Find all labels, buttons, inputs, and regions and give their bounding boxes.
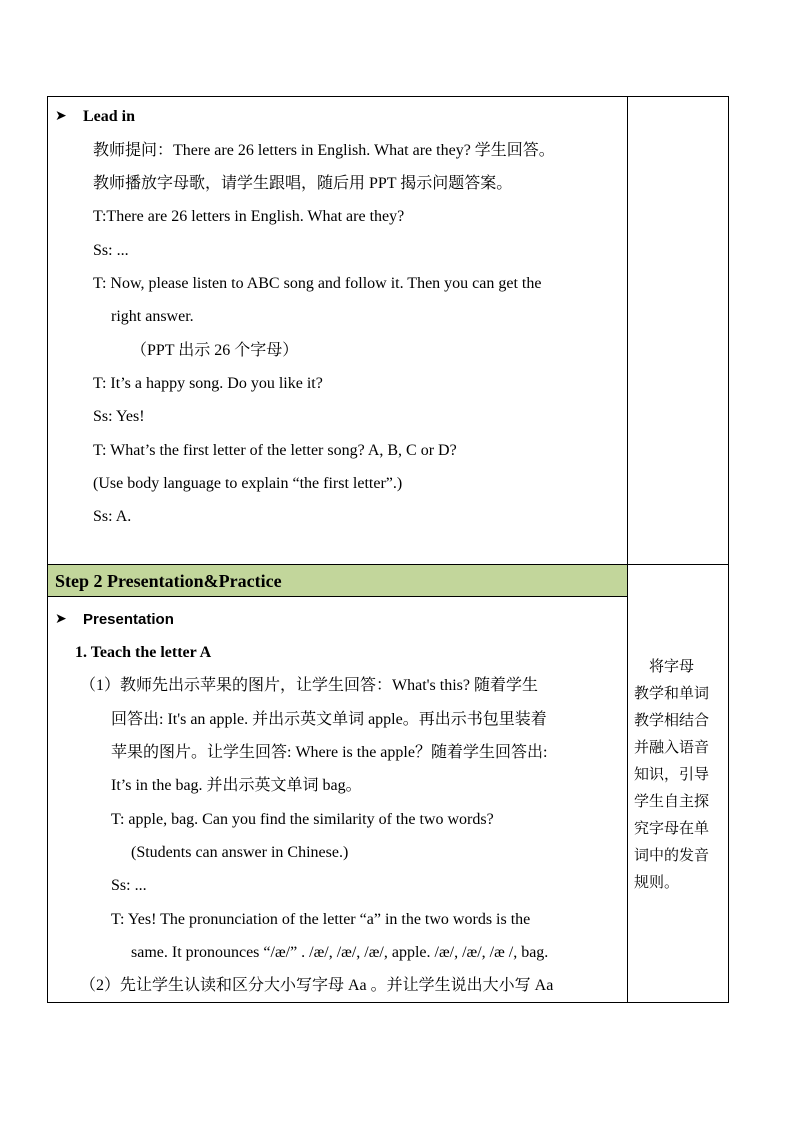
lead-in-line: Ss: A. xyxy=(93,508,132,525)
step2-line: (Students can answer in Chinese.) xyxy=(131,844,349,861)
step2-line: Ss: ... xyxy=(111,877,147,894)
note-line: 将字母 xyxy=(634,657,695,675)
lead-in-line: 教师播放字母歌，请学生跟唱，随后用 PPT 揭示问题答案。 xyxy=(93,175,513,192)
lead-in-line: T:There are 26 letters in English. What are they? xyxy=(93,208,405,225)
note-line: 规则。 xyxy=(634,873,680,891)
step2-line: 回答出: It's an apple. 并出示英文单词 apple。再出示书包里装着 xyxy=(111,711,547,728)
note-line: 学生自主探 xyxy=(634,792,710,810)
lead-in-line: T: It’s a happy song. Do you like it? xyxy=(93,375,323,392)
arrow-bullet-icon: ➤ xyxy=(55,109,67,124)
lead-in-line: (Use body language to explain “the first letter”.) xyxy=(93,475,403,492)
step2-line: （1）教师先出示苹果的图片，让学生回答：What's this? 随着学生 xyxy=(80,677,538,694)
step2-line: 苹果的图片。让学生回答: Where is the apple？随着学生回答出: xyxy=(111,744,548,761)
step2-notes-cell xyxy=(628,565,728,1002)
arrow-bullet-icon: ➤ xyxy=(55,612,67,627)
lesson-plan-table xyxy=(47,96,729,1003)
teaching-note xyxy=(634,653,724,896)
lead-in-content-cell xyxy=(48,97,628,564)
step2-row xyxy=(47,564,729,1003)
note-line: 词中的发音 xyxy=(634,846,710,864)
step2-line: T: Yes! The pronunciation of the letter “a” in the two words is the xyxy=(111,911,531,928)
lead-in-heading: Lead in xyxy=(83,108,136,125)
note-line: 并融入语音 xyxy=(634,738,710,756)
step2-line: It’s in the bag. 并出示英文单词 bag。 xyxy=(111,777,362,794)
lead-in-row xyxy=(47,96,729,564)
lead-in-line: T: What’s the first letter of the letter song? A, B, C or D? xyxy=(93,442,457,459)
presentation-heading: Presentation xyxy=(83,611,174,628)
teach-letter-title: 1. Teach the letter A xyxy=(75,644,212,661)
note-line: 知识，引导 xyxy=(634,765,710,783)
lead-in-line: （PPT 出示 26 个字母） xyxy=(131,342,299,359)
step2-line: T: apple, bag. Can you find the similarity of the two words? xyxy=(111,811,494,828)
lead-in-line: Ss: Yes! xyxy=(93,408,145,425)
step2-header-band xyxy=(48,565,627,597)
note-line: 究字母在单 xyxy=(634,819,710,837)
lead-in-line: T: Now, please listen to ABC song and follow it. Then you can get the xyxy=(93,275,542,292)
note-line: 教学和单词 xyxy=(634,684,710,702)
lead-in-line: Ss: ... xyxy=(93,242,129,259)
note-line: 教学相结合 xyxy=(634,711,710,729)
lead-in-line: 教师提问：There are 26 letters in English. What are they? 学生回答。 xyxy=(93,142,555,159)
step2-title: Step 2 Presentation&Practice xyxy=(55,571,282,591)
lead-in-line: right answer. xyxy=(111,308,194,325)
step2-line: same. It pronounces “/æ/” . /æ/, /æ/, /æ/, apple. /æ/, /æ/, /æ /, bag. xyxy=(131,944,549,961)
lead-in-notes-cell xyxy=(628,97,728,564)
step2-line: （2）先让学生认读和区分大小写字母 Aa 。并让学生说出大小写 Aa xyxy=(80,977,554,994)
step2-content-cell xyxy=(48,565,628,1002)
